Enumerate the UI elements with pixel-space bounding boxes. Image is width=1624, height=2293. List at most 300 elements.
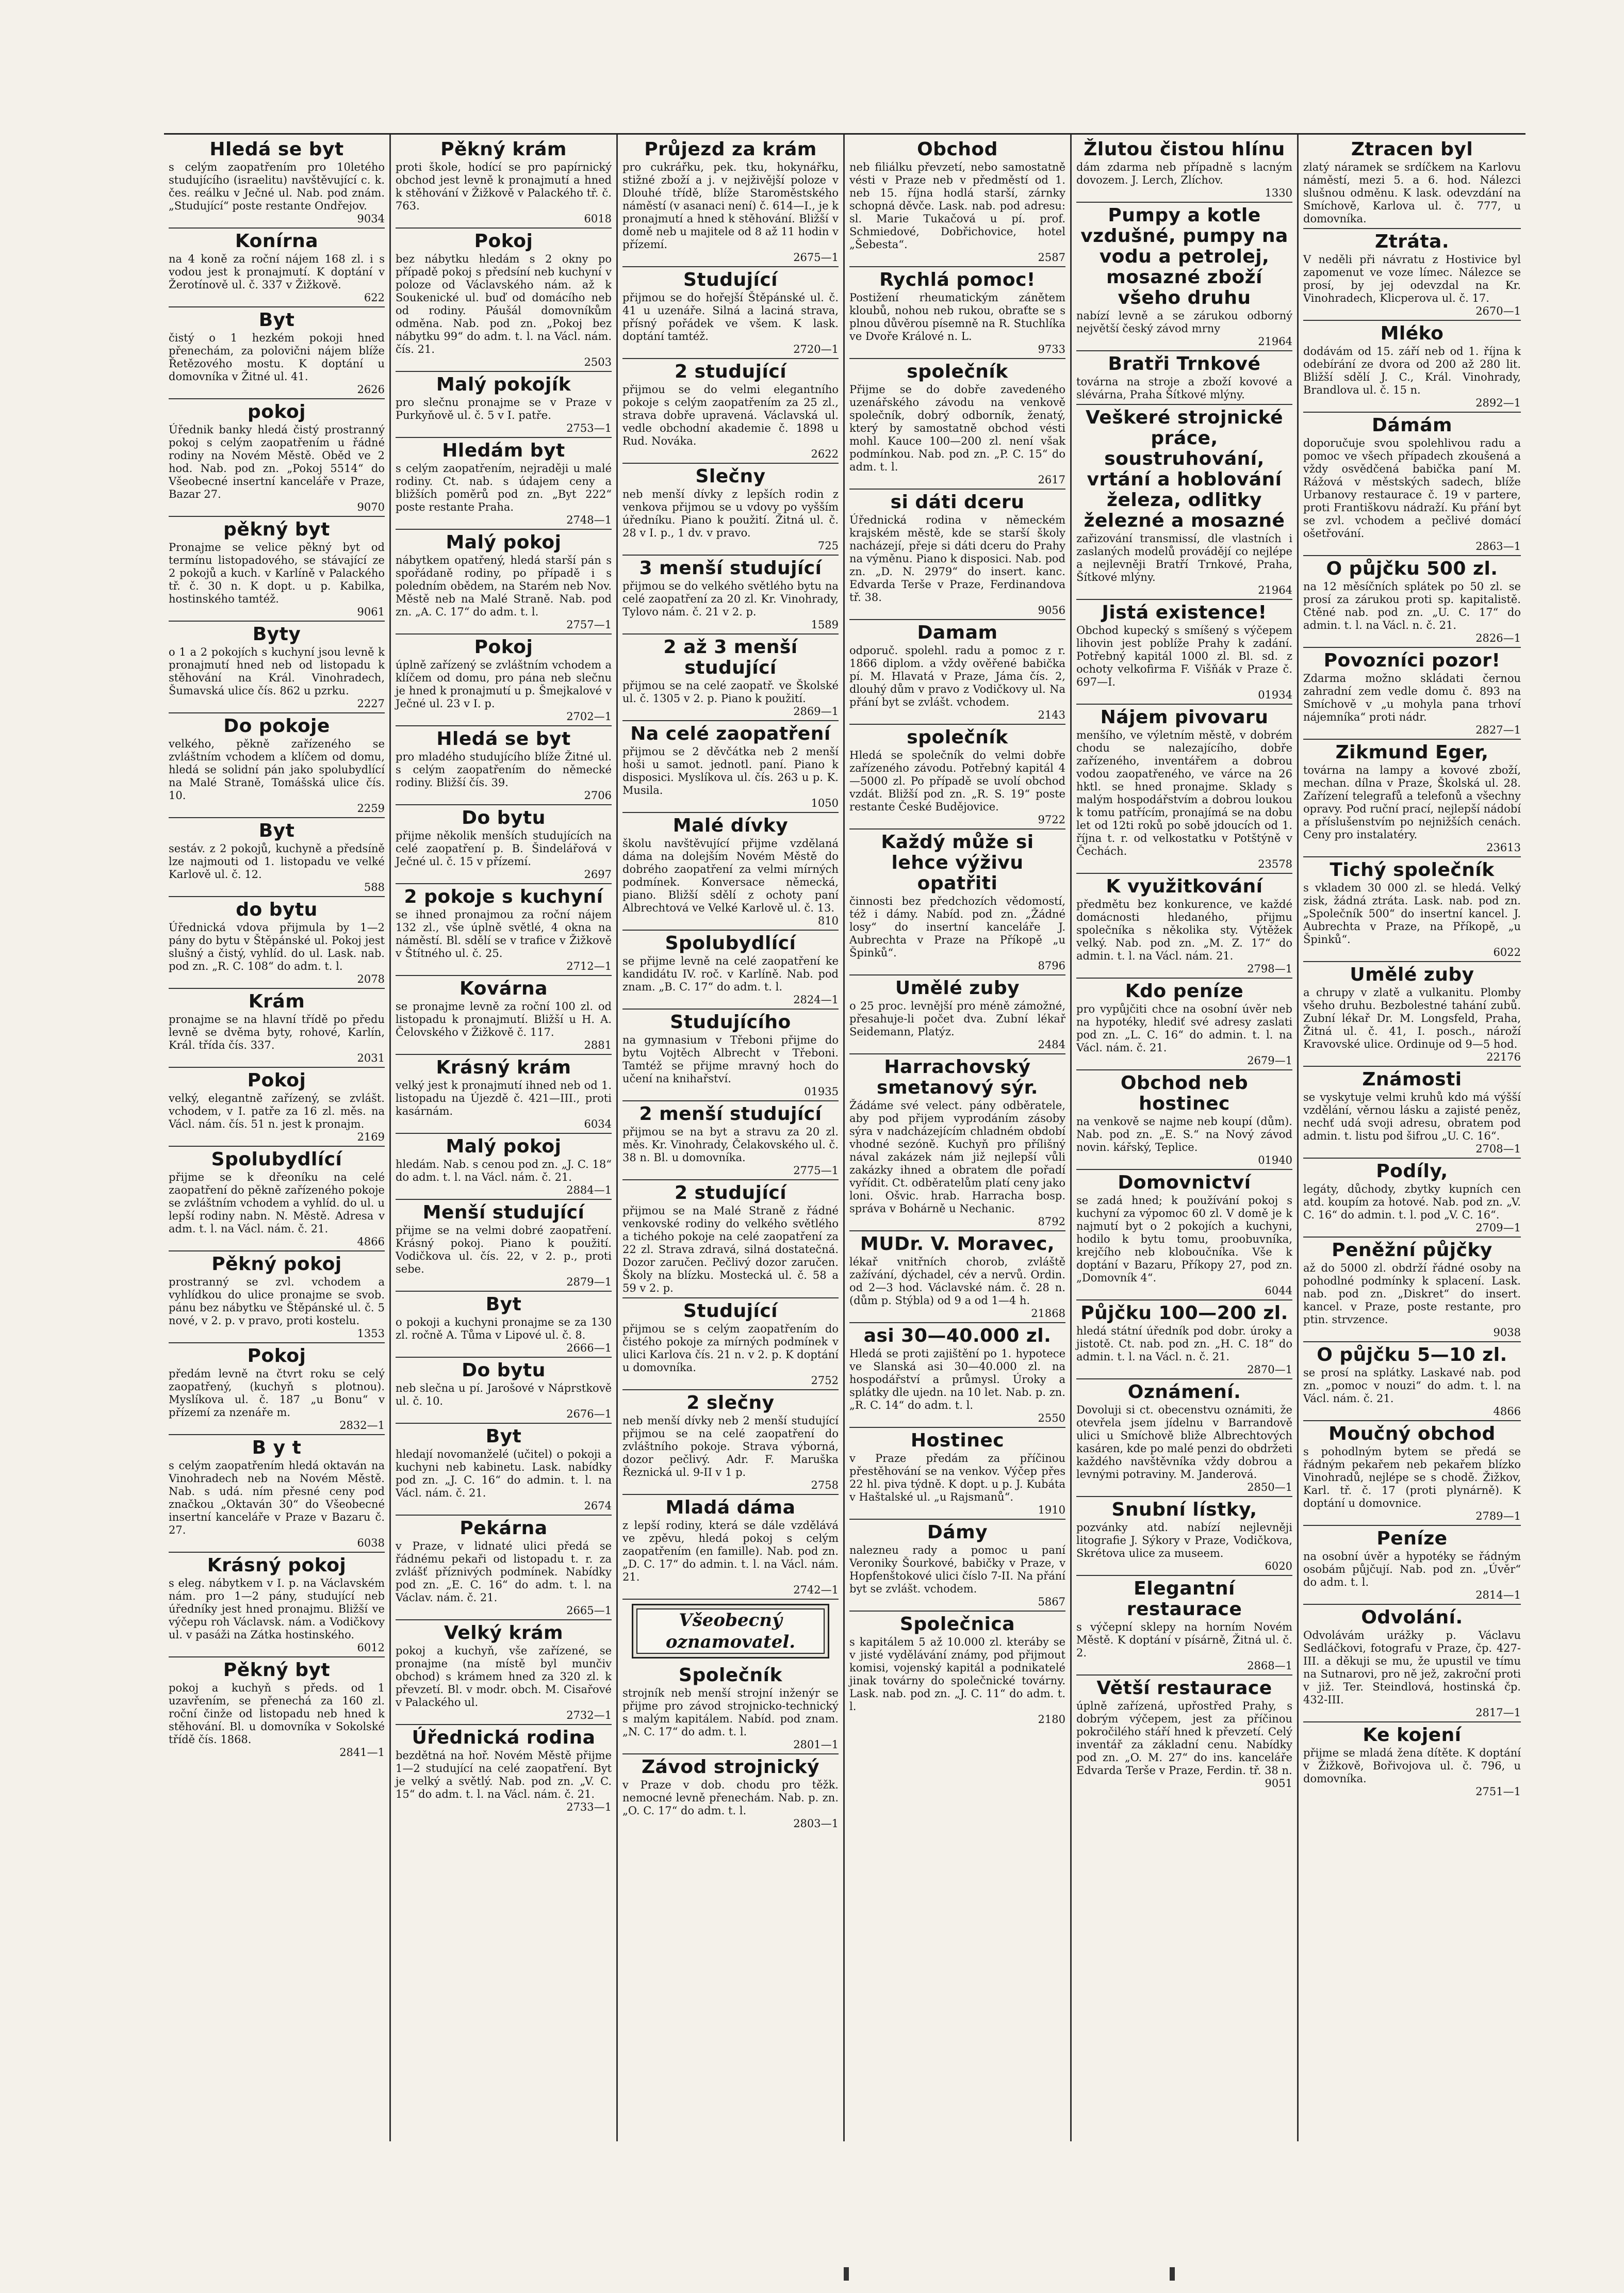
classified-ad — [396, 229, 612, 372]
classified-ad — [1076, 1379, 1292, 1497]
ad-text: s vkladem 30 000 zl. se hledá. Velký zisk, žádná ztráta. Lask. nab. pod zn. „Společník 500“ do insertní kancel. J. Aubrechta v Praze, na Příkopě, „u Špinků“. — [1303, 882, 1521, 946]
ad-code: 2720—1 — [793, 343, 839, 355]
ad-heading: Větší restaurace — [1096, 1678, 1272, 1699]
ad-code: 2827—1 — [1475, 724, 1521, 736]
ad-heading: Snubní lístky, — [1111, 1499, 1257, 1520]
ad-heading: K využitkování — [1106, 876, 1263, 897]
ad-text: přijmou se do velmi elegantního pokoje s celým zaopatřením za 25 zl., strava dobře upravená. Václavská ul. vedle obchodní akademie č. 1898 u Rud. Nováka. — [622, 383, 839, 447]
ad-heading: Průjezd za krám — [644, 139, 817, 160]
classified-ad — [1303, 1238, 1521, 1342]
ad-heading: Studující — [683, 269, 778, 290]
ad-heading: Obchod neb hostinec — [1120, 1072, 1249, 1114]
ad-text: na 12 měsíčních splátek po 50 zl. se prosí za zárukou proti sp. kapitalistě. Ctěné nab. pod zn. „U. C. 17“ do admin. t. l. na Václ. n. č. 21. — [1303, 580, 1521, 631]
classified-ad — [622, 635, 839, 721]
classified-ad — [396, 372, 612, 438]
ad-heading: Podíly, — [1376, 1161, 1448, 1182]
ad-heading: O půjčku 500 zl. — [1326, 558, 1498, 579]
ad-heading: Byt — [258, 310, 295, 331]
ad-text: zařizování transmissí, dle vlastních i zaslaných modelů provádějí co nejlépe a nejlevněji Bratří Trnkové, Praha, Šítkové mlýny. — [1076, 532, 1292, 583]
ad-code: 2622 — [811, 448, 839, 460]
ad-code: 9056 — [1038, 604, 1065, 616]
ad-text: hledají novomanželé (učitel) o pokoji a kuchyni neb kabinetu. Lask. nabídky pod zn. „J. C. 16“ do admin. t. l. na Václ. nám. č. 21. — [396, 1448, 612, 1499]
ad-text: přijme se mladá žena dítěte. K doptání v Žižkově, Bořivojova ul. č. 796, u domovníka. — [1303, 1747, 1521, 1785]
classified-ad — [396, 1292, 612, 1358]
classified-ad — [622, 813, 839, 931]
ad-code: 810 — [817, 915, 839, 927]
ad-heading: Bratři Trnkové — [1108, 353, 1261, 375]
classified-ad — [396, 635, 612, 726]
classified-ad — [1303, 1067, 1521, 1159]
ad-code: 2824—1 — [793, 994, 839, 1006]
classified-ad — [1303, 1526, 1521, 1605]
ad-heading: 2 pokoje s kuchyní — [404, 886, 603, 907]
ad-heading: Ztráta. — [1374, 231, 1450, 252]
ad-code: 01940 — [1258, 1154, 1292, 1166]
ad-heading: pěkný byt — [223, 519, 330, 540]
ad-code: 2751—1 — [1475, 1785, 1521, 1798]
ad-text: V neděli při návratu z Hostivice byl zapomenut ve voze límec. Nálezce se prosí, by jej odevzdal na Kr. Vinohradech, Klicperova ul. č. 17. — [1303, 253, 1521, 304]
ad-code: 2702—1 — [566, 710, 612, 723]
ad-heading: Pekárna — [460, 1518, 548, 1539]
ad-code: 2587 — [1038, 251, 1065, 264]
ad-text: se pronajme levně za roční 100 zl. od listopadu k pronajmutí. Bližší u H. A. Čelovského v Žižkově č. 117. — [396, 1000, 612, 1038]
classified-ad — [622, 267, 839, 359]
ad-code: 725 — [817, 540, 839, 552]
ad-code: 2863—1 — [1475, 540, 1521, 552]
ad-heading: Obchod — [917, 139, 998, 160]
ad-heading: Závod strojnický — [641, 1757, 820, 1778]
column-4 — [845, 135, 1072, 2141]
ad-heading: Zikmund Eger, — [1335, 742, 1489, 763]
ad-heading: Peníze — [1376, 1528, 1448, 1549]
ad-text: doporučuje svou spolehlivou radu a pomoc ve všech případech zkoušená a vždy osvědčená babička paní M. Rážová v městských sadech, blíže Urbanovy restaurace č. 19 v partere, proti Františkovu nádraží. Ku přání byt se zvl. vchodem a pečlivé domácí ošetřování. — [1303, 437, 1521, 540]
ad-code: 1050 — [811, 797, 839, 809]
ad-text: neb menší dívky z lepších rodin z venkova přijmou se u vdovy po vyšším úředníku. Piano k použití. Žitná ul. č. 28 v I. p., 1 dv. v pravo. — [622, 488, 839, 539]
ad-code: 2742—1 — [793, 1584, 839, 1596]
classified-ad — [622, 721, 839, 813]
ad-heading: společník — [907, 361, 1008, 382]
classified-ad — [396, 884, 612, 976]
ad-heading: asi 30—40.000 zl. — [863, 1325, 1052, 1346]
ad-code: 01934 — [1258, 689, 1292, 701]
framed-notice-title — [636, 1608, 825, 1654]
ad-heading: Umělé zuby — [1350, 964, 1474, 985]
ad-text: továrna na lampy a kovové zboží, mechan. dílna v Praze, Školská ul. 28. Zařízení telegrafů a telefonů a všechny opravy. Pod ruční prací, nejlepší nádobí a příslušenstvím po nejnižších cenách. Ceny pro instalatéry. — [1303, 764, 1521, 841]
classified-ad — [622, 1390, 839, 1495]
ad-code: 23578 — [1258, 858, 1292, 870]
ad-text: z lepší rodiny, která se dále vzdělává ve zpěvu, hledá pokoj s celým zaopatřením (en famille). Nab. pod zn. „D. C. 17“ do admin. t. l. na Václ. nám. 21. — [622, 1519, 839, 1583]
ad-text: přijme se k dřeoníku na celé zaopatření do pěkně zařízeného pokoje se zvláštním vchodem a vyhlíd. do ul. u lepší rodiny nabn. N. Městě. Adresa v adm. t. l. na Václ. nám. č. 21. — [169, 1171, 385, 1235]
classified-ad — [396, 438, 612, 530]
classified-ad — [396, 1358, 612, 1424]
ad-text: neb menší dívky neb 2 menší studující přijmou se na celé zaopatření do zvláštního pokoje. Strava výborná, dozor pečlivý. Adr. F. Maruška Řeznická ul. 9-II v 1 p. — [622, 1414, 839, 1478]
classified-ad — [169, 1435, 385, 1553]
ad-heading: Kdo peníze — [1125, 981, 1244, 1002]
ad-code: 2670—1 — [1475, 305, 1521, 317]
ad-text: velký jest k pronajmutí ihned neb od 1. listopadu na Újezdě č. 421—III., proti kasárnám. — [396, 1079, 612, 1117]
ad-code: 1330 — [1265, 187, 1292, 199]
classified-ad — [1076, 1576, 1292, 1676]
ad-heading: Pokoj — [474, 231, 533, 252]
classified-ad — [169, 1657, 385, 1761]
ad-text: pokoj a kuchyň s předs. od 1 uzavřením, se přenechá za 160 zl. roční činže od listopadu neb hned k stěhování. Bl. u domovníka v Sokolské třídě čís. 1868. — [169, 1682, 385, 1746]
classified-ad — [849, 1323, 1065, 1428]
ad-code: 6034 — [584, 1118, 612, 1130]
ad-heading: MUDr. V. Moravec, — [860, 1233, 1055, 1255]
ad-text: Odvolávám urážky p. Václavu Sedláčkovi, fotografu v Praze, čp. 427-III. a děkuji se mu, že upustil ve tímu na Sutnarovi, pro ně jež, zakroční proti v již. Ter. Steindlová, hostinská čp. 432-III. — [1303, 1629, 1521, 1706]
ad-heading: Malý pokoj — [446, 532, 562, 553]
ad-code: 2868—1 — [1247, 1660, 1292, 1672]
ad-text: až do 5000 zl. obdrží řádné osoby na pohodlné podmínky k splacení. Lask. nab. pod zn. „Diskret“ do insert. kancel. v Praze, poste restante, pro ptin. strvzence. — [1303, 1262, 1521, 1326]
classified-ad — [849, 975, 1065, 1054]
print-mark — [844, 2267, 849, 2281]
classified-ad — [169, 622, 385, 713]
ad-text: v Praze v dob. chodu pro těžk. nemocné levně přenechám. Nab. p. zn. „O. C. 17“ do adm. t. l. — [622, 1779, 839, 1817]
ad-text: sestáv. z 2 pokojů, kuchyně a předsíně lze najmouti od 1. listopadu ve velké Karlově ul. č. 12. — [169, 842, 385, 881]
ad-text: předám levně na čtvrt roku se celý zaopatřený, (kuchyň s plotnou). Myslíkova ul. č. 187 „u Bonu“ v přízemí za nzenáře m. — [169, 1368, 385, 1419]
ad-heading: Elegantní restaurace — [1126, 1578, 1242, 1620]
ad-text: Hledá se proti zajištění po 1. hypotece ve Slanská asi 30—40.000 zl. na hospodářství a průmysl. Úroky a splátky dle ujedn. na 10 let. Nab. p. zn. „R. C. 14“ do adm. t. l. — [849, 1347, 1065, 1411]
column-5 — [1072, 135, 1299, 2141]
classified-ad — [1303, 1342, 1521, 1421]
ad-text: nabízí levně a se zárukou odborný největší český závod mrny — [1076, 310, 1292, 335]
classified-ad — [396, 1055, 612, 1134]
ad-heading: Ztracen byl — [1351, 139, 1473, 160]
ad-heading: 2 slečny — [686, 1392, 775, 1413]
print-mark — [1170, 2267, 1175, 2281]
classified-ad — [1303, 857, 1521, 962]
ad-heading: Menší studující — [422, 1202, 585, 1223]
ad-text: a chrupy v zlatě a vulkanitu. Plomby všeho druhu. Bezbolestné tahání zubů. Zubní lékař Dr. M. Longsfeld, Praha, Žitná ul. č. 41, I. posch., nároží Kravovské ulice. Ordinuje od 9—5 hod. — [1303, 986, 1521, 1050]
ad-text: předmětu bez konkurence, ve každé domácnosti hledaného, přijmu společníka s několika sty. Výtěžek velký. Nab. pod zn. „M. Z. 17“ do admin. t. l. na Václ. nám. 21. — [1076, 898, 1292, 962]
ad-code: 2775—1 — [793, 1164, 839, 1177]
framed-notice-line: oznamovatel. — [665, 1632, 796, 1652]
ad-heading: do bytu — [236, 899, 318, 920]
ad-heading: Tichý společník — [1330, 859, 1495, 881]
ad-text: proti škole, hodící se pro papírnický obchod jest levně k pronajmutí a hned k stěhování v Žižkově v Palackého tř. č. 763. — [396, 161, 612, 212]
ad-text: dodávám od 15. září neb od 1. října k odebírání ze dvora od 200 až 280 lit. Bližší sdělí J. C., Král. Vinohrady, Brandlova ul. č. 15 n. — [1303, 345, 1521, 396]
classified-ad — [849, 1520, 1065, 1612]
classified-ad — [1076, 137, 1292, 203]
ad-text: úplně zařízená, upřostřed Prahy, s dobrým výčepem, jest za příčinou pokročilého stáří hned k převzetí. Celý inventář za základní cenu. Nabídky pod zn. „O. M. 27“ do ins. kanceláře Edvarda Terše v Praze, Ferdin. tř. 38 n. — [1076, 1700, 1292, 1777]
classified-ad — [169, 1553, 385, 1657]
ad-heading: si dáti dceru — [890, 492, 1025, 513]
ad-code: 2803—1 — [793, 1817, 839, 1830]
classified-ad — [1076, 1170, 1292, 1300]
classified-ad — [396, 1516, 612, 1620]
ad-text: o 25 proc. levnější pro méně zámožné, přesahuje-li počet dva. Zubní lékař Seidemann, Platýz. — [849, 1000, 1065, 1038]
ad-code: 4866 — [357, 1235, 385, 1248]
ad-text: pokoj a kuchyň, vše zařízené, se pronajme (na místě byl munčiv obchod) s krámem hned za 320 zl. k převzetí. Bl. v modr. obch. M. Cisařové v Palackého ul. — [396, 1645, 612, 1709]
ad-code: 2484 — [1038, 1038, 1065, 1051]
classified-ad — [169, 818, 385, 897]
classified-ad — [169, 307, 385, 399]
ad-text: hledá státní úředník pod dobr. úroky a jistotě. Ct. nab. pod zn. „H. C. 18“ do admin. t. l. na Václ. n. č. 21. — [1076, 1325, 1292, 1363]
ad-heading: Na celé zaopatření — [630, 723, 831, 744]
classified-ad — [622, 931, 839, 1010]
ad-code: 8796 — [1038, 960, 1065, 972]
ad-heading: Hledám byt — [442, 440, 565, 461]
classified-ad — [849, 490, 1065, 620]
ad-text: hledám. Nab. s cenou pod zn. „J. C. 18“ do adm. t. l. na Václ. nám. č. 21. — [396, 1158, 612, 1183]
ad-text: odporuč. spolehl. radu a pomoc z r. 1866 diplom. a vždy ověřené babička pí. M. Hlavatá v Praze, Jáma čís. 2, dlouhý dům v pravo z Vodičkovy ul. Na přání byt se zvlášt. vchodem. — [849, 644, 1065, 708]
ad-code: 2870—1 — [1247, 1363, 1292, 1376]
ad-code: 2676—1 — [566, 1408, 612, 1420]
ad-code: 6038 — [357, 1537, 385, 1549]
classified-ad — [169, 897, 385, 989]
classified-ad — [1303, 648, 1521, 740]
ad-heading: Krám — [248, 991, 305, 1012]
ad-text: s celým zaopatřením pro 10letého studujícího (israelitu) navštěvující c. k. čes. reálku v Ječné ul. Nab. pod znám. „Studující“ poste restante Ondřejov. — [169, 161, 385, 212]
ad-text: pozvánky atd. nabízí nejlevněji litografie J. Sýkory v Praze, Vodičkova, Skrétova ulice za museem. — [1076, 1521, 1292, 1559]
classified-ad — [1303, 1421, 1521, 1526]
ad-code: 2758 — [811, 1479, 839, 1491]
classified-ad — [1076, 1300, 1292, 1379]
ad-text: se přijme levně na celé zaopatření ke kandidátu IV. roč. v Karlíně. Nab. pod znam. „B. C. 17“ do adm. t. l. — [622, 955, 839, 993]
ad-text: velký, elegantně zařízený, se zvlášt. vchodem, v I. patře za 16 zl. měs. na Václ. nám. čís. 51 n. jest k pronajm. — [169, 1092, 385, 1130]
ad-heading: Žlutou čistou hlínu — [1084, 139, 1285, 160]
ad-text: továrna na stroje a zboží kovové a slévárna, Praha Šítkové mlýny. — [1076, 376, 1292, 401]
ad-heading: Moučný obchod — [1328, 1423, 1496, 1444]
ad-code: 2665—1 — [566, 1604, 612, 1617]
ad-heading: Mladá dáma — [665, 1497, 796, 1518]
classified-ad — [622, 137, 839, 267]
classified-ad — [1076, 1676, 1292, 1792]
ad-text: prostranný se zvl. vchodem a vyhlídkou do ulice pronajme se svob. pánu bez nábytku ve Štěpánské ul. č. 5 nové, v 2. p. v pravo, proti kostelu. — [169, 1276, 385, 1327]
ad-text: přijme se na velmi dobré zaopatření. Krásný pokoj. Piano k použití. Vodičkova ul. čís. 22, v 2. p., proti sebe. — [396, 1224, 612, 1275]
ad-heading: Byty — [252, 624, 301, 645]
ad-heading: Hledá se byt — [436, 728, 571, 750]
ad-heading: 2 až 3 menší studující — [663, 637, 798, 678]
ad-code: 2869—1 — [793, 705, 839, 718]
ad-text: přijmou se s celým zaopatřením do čistého pokoje za mírných podmínek v ulici Karlova čís. 21 n. v 2. p. K doptání u domovníka. — [622, 1323, 839, 1374]
ad-text: na gymnasium v Třeboni přijme do bytu Vojtěch Albrecht v Třeboni. Tamtéž se přijme mravný hoch do učení na knihařství. — [622, 1034, 839, 1085]
ad-text: Úřednická vdova přijmula by 1—2 pány do bytu v Štěpánské ul. Pokoj jest slušný a čistý, vyhlíd. do ul. Lask. nab. pod zn. „R. C. 108“ do adm. t. l. — [169, 921, 385, 972]
ad-code: 2817—1 — [1475, 1706, 1521, 1719]
column-2 — [391, 135, 618, 2141]
classified-ad — [1303, 1722, 1521, 1800]
ad-code: 2666—1 — [566, 1342, 612, 1354]
ad-text: úplně zařízený se zvláštním vchodem a klíčem od domu, pro pána neb slečnu je hned k pronajmutí u p. Šmejkalové v Ječné ul. 23 v I. p. — [396, 659, 612, 710]
ad-text: přijmou se na Malé Straně z řádné venkovské rodiny do velkého světlého a tichého pokoje na celé zaopatření za 22 zl. Strava zdravá, silná dostatečná. Dozor zaručen. Pečlivý dozor zaručen. Školy na blízku. Mostecká ul. č. 58 a 59 v 2. p. — [622, 1205, 839, 1294]
ad-text: velkého, pěkně zařízeného se zvláštním vchodem a klíčem od domu, hledá se solidní pán jako spolubydlící na Malé Straně, Tomášská ulice čís. 10. — [169, 738, 385, 802]
ad-code: 1353 — [357, 1327, 385, 1340]
ad-heading: Domovnictví — [1118, 1172, 1251, 1193]
ad-heading: Byt — [485, 1294, 522, 1315]
ad-code: 2757—1 — [566, 619, 612, 631]
ad-code: 23613 — [1486, 841, 1521, 854]
ad-text: nalezneu rady a pomoc u paní Veroniky Šourkové, babičky v Praze, v Hopfenštokové ulici číslo 7-II. Na přání byt se zvlášt. vchodem. — [849, 1544, 1065, 1595]
classified-ad — [1076, 405, 1292, 600]
classified-ad — [622, 556, 839, 635]
ad-heading: Úřednická rodina — [412, 1727, 596, 1748]
classified-ad — [1303, 137, 1521, 229]
ad-code: 2626 — [357, 383, 385, 396]
ad-text: čistý o 1 hezkém pokoji hned přenechám, za polovični nájem blíže Řetězového mostu. K doptání u domovníka v Žitné ul. 41. — [169, 332, 385, 383]
ad-text: se zadá hned; k používání pokoj s kuchyní za výpomoc 60 zl. V domě je k najmutí byt o 2 pokojích a kuchyni, hodilo k bytu tomu, proobuvníka, krejčího neb kloboučníka. Vše k doptání v Bazaru, Příkopy 27, pod zn. „Domovník 4“. — [1076, 1194, 1292, 1284]
ad-text: se vyskytuje velmi kruhů kdo má výšší vzdělání, věrnou lásku a zajisté peněz, nechť udá svoji adresu, obratem pod admin. t. listu pod šifrou „U. C. 16“. — [1303, 1091, 1521, 1142]
classified-ad — [169, 137, 385, 229]
ad-code: 9722 — [1038, 814, 1065, 826]
classified-ad — [622, 1663, 839, 1754]
ad-heading: Pěkný byt — [223, 1660, 331, 1681]
ad-code: 588 — [364, 881, 385, 893]
ad-text: o pokoji a kuchyni pronajme se za 130 zl. ročně A. Tůma v Lipové ul. č. 8. — [396, 1316, 612, 1341]
ad-heading: Peněžní půjčky — [1332, 1240, 1492, 1261]
classified-ad — [396, 1200, 612, 1292]
ad-code: 6022 — [1493, 946, 1521, 958]
ad-code: 2617 — [1038, 474, 1065, 486]
classified-ad — [1076, 351, 1292, 405]
ad-code: 2708—1 — [1475, 1143, 1521, 1155]
ad-code: 9061 — [357, 606, 385, 618]
ad-code: 2078 — [357, 973, 385, 985]
classified-ad — [1076, 705, 1292, 874]
ad-code: 2748—1 — [566, 514, 612, 526]
ad-code: 9038 — [1493, 1326, 1521, 1339]
ad-heading: O půjčku 5—10 zl. — [1317, 1344, 1507, 1365]
ad-heading: Odvolání. — [1361, 1607, 1463, 1628]
ad-text: s eleg. nábytkem v I. p. na Václavském nám. pro 1—2 pány, studující neb úředníky jest hned pronajmu. Bližší ve výčepu roh Václavsk. nám. a Vodičkovy ul. v pasáži na Zátka hostinského. — [169, 1577, 385, 1641]
ad-text: činnosti bez předchozích vědomostí, též i dámy. Nabíd. pod zn. „Žádné losy“ do insertní kanceláře J. Aubrechta v Praze na Příkopě „u Špinků“. — [849, 895, 1065, 959]
ad-heading: Byt — [485, 1426, 522, 1447]
ad-heading: Ke kojení — [1363, 1725, 1462, 1746]
ad-code: 2143 — [1038, 709, 1065, 721]
classified-ad — [849, 1054, 1065, 1231]
ad-heading: společník — [907, 727, 1008, 748]
ad-heading: 2 studující — [674, 1182, 787, 1204]
classified-ad — [1303, 413, 1521, 556]
ad-code: 2227 — [357, 697, 385, 710]
ad-heading: Jistá existence! — [1102, 602, 1267, 623]
ad-heading: Známosti — [1362, 1069, 1462, 1090]
ad-code: 2879—1 — [566, 1276, 612, 1288]
classified-ad — [622, 1298, 839, 1390]
ad-code: 2752 — [811, 1374, 839, 1387]
ad-heading: Spolubydlící — [211, 1149, 342, 1170]
classified-ad — [849, 1231, 1065, 1323]
ad-code: 6044 — [1265, 1284, 1292, 1297]
ad-heading: Pokoj — [247, 1070, 306, 1091]
ad-code: 2675—1 — [793, 251, 839, 264]
ad-heading: Půjčku 100—200 zl. — [1080, 1303, 1288, 1324]
column-3 — [618, 135, 845, 2141]
classified-columns — [164, 133, 1525, 2141]
ad-heading: Pěkný pokoj — [211, 1254, 342, 1275]
ad-text: pro mladého studujícího blíže Žitné ul. s celým zaopatřením do německé rodiny. Bližší čís. 39. — [396, 751, 612, 789]
ad-text: bez nábytku hledám s 2 okny po případě pokoj s předsíní neb kuchyní v poloze od Václavského nám. až k Soukenické ul. buď od domácího neb od rodiny. Páušál domovníkům odměna. Nab. pod zn. „Pokoj bez nábytku 99“ do adm. t. l. na Václ. nám. čís. 21. — [396, 253, 612, 355]
ad-code: 21868 — [1031, 1307, 1065, 1320]
ad-code: 2709—1 — [1475, 1222, 1521, 1234]
ad-heading: Mléko — [1380, 323, 1444, 344]
ad-heading: 2 studující — [674, 361, 787, 382]
classified-ad — [396, 1620, 612, 1725]
ad-code: 9070 — [357, 501, 385, 513]
ad-text: s kapitálem 5 až 10.000 zl. kteráby se v jisté vydělávání známy, pod přijmout komisi, vojenský kapitál a podnikatelé jinak továrny do společnické továrny. Lask. nab. pod zn. „J. C. 11“ do adm. t. l. — [849, 1636, 1065, 1713]
ad-text: Úřednik banky hledá čistý prostranný pokoj s celým zaopatřením u řádné rodiny na Novém Městě. Oběd ve 2 hod. Nab. pod zn. „Pokoj 5514“ do Všeobecné insertní kanceláře v Praze, Bazar 27. — [169, 424, 385, 500]
classified-ad — [849, 620, 1065, 725]
ad-text: pro cukrářku, pek. tku, hokynářku, stižné zboží a j. v nejživější poloze v Dlouhé třídě, blíže Staroměstského náměstí (v asanaci není) č. 614—I., je k pronajmutí a hned k stěhování. Bližší v domě neb u majitele od 8 až 11 hodin v přízemí. — [622, 161, 839, 251]
ad-code: 2892—1 — [1475, 397, 1521, 409]
classified-ad — [169, 399, 385, 517]
ad-code: 2031 — [357, 1052, 385, 1064]
classified-ad — [849, 830, 1065, 975]
ad-code: 2259 — [357, 802, 385, 815]
ad-text: lékař vnitřních chorob, zvláště zažívání, dýchadel, cév a nervů. Ordin. od 2—3 hod. Václavské nám. č. 28 n. (dům p. Stýbla) od 9 a od 1—4 h. — [849, 1256, 1065, 1307]
ad-code: 6012 — [357, 1641, 385, 1654]
ad-code: 2798—1 — [1247, 963, 1292, 975]
ad-text: zlatý náramek se srdíčkem na Karlovu náměstí, mezi 5. a 6. hod. Nálezci slušnou odměnu. K lask. odevzdání na Smíchově, Karlova ul. č. 777, u domovníka. — [1303, 161, 1521, 225]
ad-heading: Pokoj — [247, 1345, 306, 1367]
ad-text: o 1 a 2 pokojích s kuchyní jsou levně k pronajmutí hned neb od listopadu k stěhování na Král. Vinohradech, Šumavská ulice čís. 862 u pzrku. — [169, 646, 385, 697]
ad-heading: Konírna — [235, 231, 319, 252]
ad-text: strojník neb menší strojní inženýr se přijme pro závod strojnicko-technický s malým kapitálem. Nabíd. pod znam. „N. C. 17“ do adm. t. l. — [622, 1687, 839, 1738]
column-1 — [164, 135, 391, 2141]
framed-notice — [632, 1604, 829, 1658]
ad-text: Přijme se do dobře zavedeného uzenářského závodu na venkově společník, dobrý odborník, ženatý, který by samostatně obchod vésti mohl. Kauce 100—200 zl. není však podmínkou. Nab. pod zn. „P. C. 15“ do adm. t. l. — [849, 383, 1065, 473]
ad-heading: Umělé zuby — [895, 978, 1020, 999]
classified-ad — [169, 1251, 385, 1343]
ad-code: 2733—1 — [566, 1801, 612, 1813]
classified-ad — [1303, 556, 1521, 648]
classified-ad — [169, 517, 385, 622]
ad-heading: B y t — [252, 1437, 302, 1458]
ad-text: bezdětná na hoř. Novém Městě přijme 1—2 studující na celé zaopatření. Byt je velký a světlý. Nab. pod zn. „V. C. 15“ do adm. t. l. na Václ. nám. č. 21. — [396, 1749, 612, 1800]
ad-heading: Dámám — [1372, 415, 1452, 436]
ad-code: 2753—1 — [566, 422, 612, 434]
ad-text: nábytkem opatřený, hledá starší pán s spořádaně rodiny, po případě i s poledním obědem, na Starém neb Nov. Městě neb na Malé Straně. Nab. pod zn. „A. C. 17“ do adm. t. l. — [396, 554, 612, 618]
ad-text: pronajme se na hlavní třídě po předu levně se dvěma byty, rohové, Karlín, Král. třída čís. 337. — [169, 1013, 385, 1051]
ad-heading: Nájem pivovaru — [1100, 707, 1269, 728]
ad-text: v Praze předám za příčinou přestěhování se na venkov. Výčep přes 22 hl. piva týdně. K dopt. u p. J. Kubáta v Haštalské ul. „u Rajsmanů“. — [849, 1452, 1065, 1503]
ad-text: školu navštěvující přijme vzdělaná dáma na dolejším Novém Městě do dobrého zaopatření za velmi mírných podmínek. Konversace německá, piano. Bližší sdělí z ochoty paní Albrechtová ve Velké Karlově ul. č. 13. — [622, 837, 839, 914]
ad-code: 2550 — [1038, 1412, 1065, 1424]
ad-code: 6018 — [584, 213, 612, 225]
ad-text: Pronajme se velice pěkný byt od termínu listopadového, se stávající ze 2 pokojů a kuch. v Karlíně v Palackého tř. č. 30 n. K dopt. u p. Kabilka, hostinského tamtéž. — [169, 541, 385, 605]
ad-text: na venkově se najme neb koupí (dům). Nab. pod zn. „E. S.“ na Nový závod novin. kářský, Teplice. — [1076, 1115, 1292, 1153]
ad-heading: Dámy — [927, 1522, 988, 1543]
ad-heading: Hostinec — [910, 1430, 1005, 1451]
classified-ad — [622, 1754, 839, 1832]
ad-heading: Do pokoje — [223, 715, 330, 737]
ad-code: 6020 — [1265, 1560, 1292, 1572]
ad-code: 2801—1 — [793, 1738, 839, 1751]
ad-code: 622 — [364, 291, 385, 304]
ad-text: přijmou se do velkého světlého bytu na celé zaopatření za 20 zl. Kr. Vinohrady, Tylovo nám. č. 21 v 2. p. — [622, 580, 839, 618]
ad-code: 2881 — [584, 1039, 612, 1051]
ad-text: Zdarma možno skládati černou zahradní zem vedle domu č. 893 na Smíchově v „u mohyla pana trhoví nájemníka“ proti nádr. — [1303, 672, 1521, 723]
ad-text: Žádáme své velect. pány odběratele, aby pod přijem vyprodáním zásoby sýra v nadcházejícím chladném období vhodné sezóně. Kuchyň pro přílišný nával zakázek nám již nejlepší vůli zakázky ihned a obratem dle pořadí vyřídit. Ct. odběratelům platí ceny jako loni. Ošvic. hrab. Harracha bosp. správa v Bohárně u Nechanic. — [849, 1099, 1065, 1215]
ad-text: v Praze, v lidnaté ulici předá se řádnému pekaři od listopadu t. r. za zvlášť příznivých podmínek. Nabídky pod zn. „E. C. 16“ do adm. t. l. na Václav. nám. č. 21. — [396, 1540, 612, 1604]
ad-heading: Pokoj — [474, 637, 533, 658]
ad-heading: Veškeré strojnické práce, soustruhování, vrtání a hoblování železa, odlitky železné a mosazné — [1084, 407, 1285, 531]
ad-heading: Malý pokojík — [436, 374, 571, 395]
classified-ad — [622, 1180, 839, 1298]
ad-text: s celým zaopatřením hledá oktaván na Vinohradech neb na Novém Městě. Nab. s udá. ním přesné ceny pod značkou „Oktaván 30“ do Všeobecné insertní kanceláře v Praze v Bazaru č. 27. — [169, 1459, 385, 1536]
classified-ad — [396, 726, 612, 805]
ad-heading: Damam — [917, 622, 998, 643]
ad-text: se prosí na splátky. Laskavé nab. pod zn. „pomoc v nouzi“ do adm. t. l. na Václ. nám. č. 21. — [1303, 1367, 1521, 1405]
ad-heading: Byt — [258, 820, 295, 841]
classified-ad — [849, 267, 1065, 359]
ad-text: neb filiálku převzetí, nebo samostatně vésti v Praze neb v předměstí od 1. neb 15. října hodlá starší, zárnky schopná děvče. Lask. nab. pod adresu: sl. Marie Tukačová u pí. prof. Schmiedové, Dobřichovice, hotel „Šebesta“. — [849, 161, 1065, 251]
ad-text: dám zdarma neb případně s lacným dovozem. J. Lerch, Zlíchov. — [1076, 161, 1292, 186]
ad-code: 2674 — [584, 1500, 612, 1512]
ad-text: s výčepní sklepy na horním Novém Městě. K doptání v písárně, Žitná ul. č. 2. — [1076, 1621, 1292, 1659]
ad-heading: Do bytu — [462, 1360, 546, 1381]
classified-ad — [1303, 1159, 1521, 1238]
ad-text: legáty, důchody, zbytky kupních cen atd. koupím za hotové. Nab. pod zn. „V. C. 16“ do admin. t. l. pod „V. C. 16“. — [1303, 1183, 1521, 1221]
